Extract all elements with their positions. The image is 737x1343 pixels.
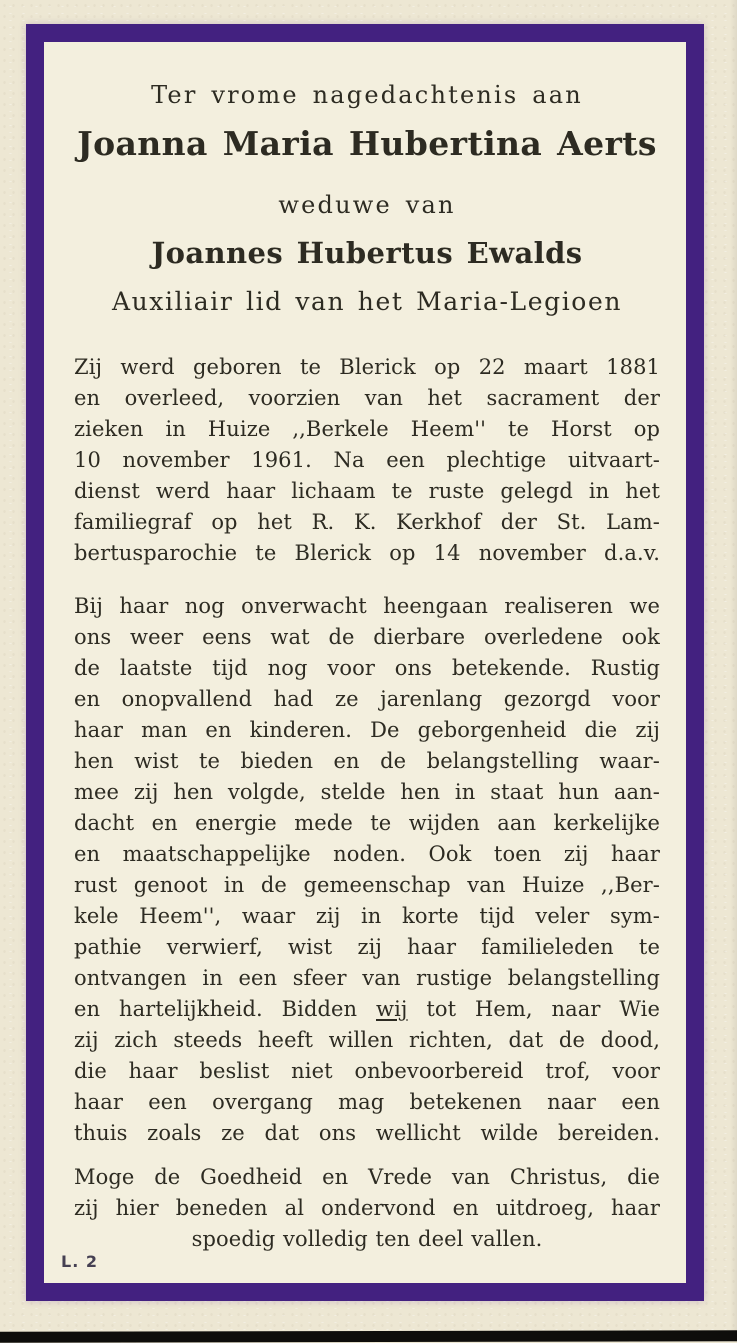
text-line: rust genoot in de gemeenschap van Huize ,,Ber- bbox=[74, 873, 660, 897]
text-line: Moge de Goedheid en Vrede van Christus, die bbox=[74, 1165, 660, 1189]
text-line: hen wist te bieden en de belangstelling waar- bbox=[74, 749, 660, 773]
text-line: en onopvallend had ze jarenlang gezorgd voor bbox=[74, 687, 660, 711]
text-line: dacht en energie mede te wijden aan kerkelijke bbox=[74, 811, 660, 835]
text-line: zieken in Huize ,,Berkele Heem'' te Horst op bbox=[74, 417, 660, 441]
deceased-name: Joanna Maria Hubertina Aerts bbox=[77, 124, 657, 163]
text-line: mee zij hen volgde, stelde hen in staat hun aan- bbox=[74, 780, 660, 804]
relation-line: weduwe van bbox=[278, 191, 456, 219]
text-line: zij hier beneden al ondervond en uitdroeg, haar bbox=[74, 1196, 660, 1220]
text-line: kele Heem'', waar zij in korte tijd veler sym- bbox=[74, 904, 660, 928]
text-line: dienst werd haar lichaam te ruste gelegd in het bbox=[74, 479, 660, 503]
memorial-paragraph bbox=[74, 591, 660, 1149]
intro-line: Ter vrome nagedachtenis aan bbox=[151, 81, 583, 109]
text-line: ontvangen in een sfeer van rustige belangstelling bbox=[74, 966, 660, 990]
text-line: 10 november 1961. Na een plechtige uitvaart- bbox=[74, 448, 660, 472]
text-line: en maatschappelijke noden. Ook toen zij haar bbox=[74, 842, 660, 866]
membership-subtitle: Auxiliair lid van het Maria-Legioen bbox=[111, 287, 623, 316]
text-line: en overleed, voorzien van het sacrament der bbox=[74, 386, 660, 410]
text-line: haar man en kinderen. De geborgenheid die zij bbox=[74, 718, 660, 742]
text-line: zij zich steeds heeft willen richten, dat de dood, bbox=[74, 1028, 660, 1052]
text-line: pathie verwierf, wist zij haar familieleden te bbox=[74, 935, 660, 959]
text-line: bertusparochie te Blerick op 14 november d.a.v. bbox=[74, 541, 660, 565]
spouse-name: Joannes Hubertus Ewalds bbox=[151, 236, 583, 270]
text-line: haar een overgang mag betekenen naar een bbox=[74, 1090, 660, 1114]
text-line: de laatste tijd nog voor ons betekende. Rustig bbox=[74, 656, 660, 680]
text-line: ons weer eens wat de dierbare overledene ook bbox=[74, 625, 660, 649]
text-line: spoedig volledig ten deel vallen. bbox=[191, 1227, 543, 1251]
card-content bbox=[44, 42, 686, 1283]
closing-prayer-paragraph bbox=[74, 1162, 660, 1255]
purple-border-frame bbox=[26, 24, 704, 1301]
scan-edge-artifact bbox=[0, 1330, 737, 1343]
text-line: Bij haar nog onverwacht heengaan realiseren we bbox=[74, 594, 660, 618]
biography-paragraph bbox=[74, 352, 660, 569]
text-line: thuis zoals ze dat ons wellicht wilde bereiden. bbox=[74, 1121, 660, 1145]
text-line: Zij werd geboren te Blerick op 22 maart 1881 bbox=[74, 355, 660, 379]
text-line: familiegraf op het R. K. Kerkhof der St. Lam- bbox=[74, 510, 660, 534]
text-line: en hartelijkheid. Bidden wij tot Hem, naar Wie bbox=[74, 997, 660, 1021]
printer-mark: L. 2 bbox=[61, 1252, 98, 1271]
text-line: die haar beslist niet onbevoorbereid trof, voor bbox=[74, 1059, 660, 1083]
